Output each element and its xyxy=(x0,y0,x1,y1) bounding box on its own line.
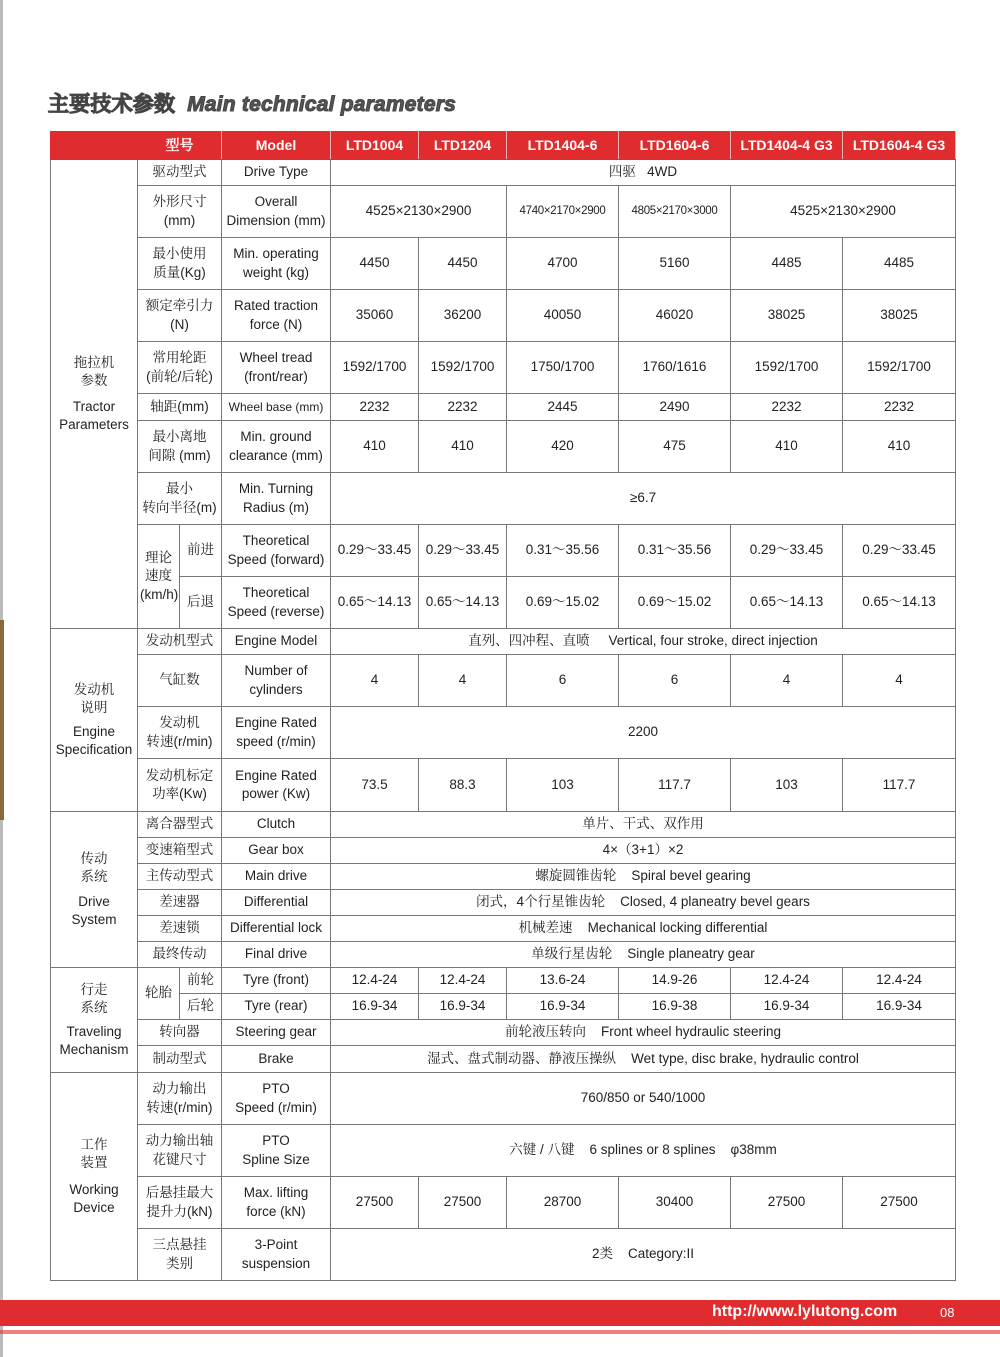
row-cylinders xyxy=(51,655,956,707)
row-hitch xyxy=(51,1229,956,1281)
header-blank xyxy=(51,132,138,160)
param-cn: 发动机型式 xyxy=(138,629,222,655)
value-cell: 88.3 xyxy=(419,759,507,812)
value-cell: 117.7 xyxy=(843,759,956,812)
value-cell: 16.9-34 xyxy=(331,994,419,1020)
param-en: Main drive xyxy=(222,864,331,890)
param-cn: 常用轮距 (前轮/后轮) xyxy=(138,342,222,394)
row-tyre-rear xyxy=(51,994,956,1020)
param-cn: 额定牵引力 (N) xyxy=(138,290,222,342)
param-en: Tyre (front) xyxy=(222,968,331,994)
param-cn: 发动机 转速(r/min) xyxy=(138,707,222,759)
value-cell: 103 xyxy=(507,759,619,812)
param-en: Theoretical Speed (reverse) xyxy=(222,577,331,629)
row-clearance xyxy=(51,421,956,473)
category-tractor xyxy=(51,160,138,629)
value-cell: 6 xyxy=(619,655,731,707)
header-model: LTD1004 xyxy=(331,132,419,160)
value-cell: 0.65～14.13 xyxy=(731,577,843,629)
param-cn: 差速器 xyxy=(138,890,222,916)
row-traction xyxy=(51,290,956,342)
value-cell: 直列、四冲程、直喷 Vertical, four stroke, direct injection xyxy=(331,629,956,655)
param-en: Max. lifting force (kN) xyxy=(222,1177,331,1229)
value-cell: 4×（3+1）×2 xyxy=(331,838,956,864)
value-cell: 40050 xyxy=(507,290,619,342)
param-cn: 后轮 xyxy=(180,994,222,1020)
title-en: Main technical parameters xyxy=(187,93,456,116)
header-label-en: Model xyxy=(222,132,331,160)
param-cn: 动力输出轴 花键尺寸 xyxy=(138,1125,222,1177)
page-number: 08 xyxy=(940,1305,955,1320)
title-cn: 主要技术参数 xyxy=(48,93,176,116)
value-cell: 0.65～14.13 xyxy=(331,577,419,629)
param-cn: 制动型式 xyxy=(138,1046,222,1073)
value-cell: 0.65～14.13 xyxy=(419,577,507,629)
value-cell: 117.7 xyxy=(619,759,731,812)
param-en: Differential xyxy=(222,890,331,916)
row-gearbox xyxy=(51,838,956,864)
row-differential-lock xyxy=(51,916,956,942)
value-cell: 2232 xyxy=(419,394,507,421)
value-cell: 4525×2130×2900 xyxy=(331,186,507,238)
param-en: Min. ground clearance (mm) xyxy=(222,421,331,473)
value-cell: 6 xyxy=(507,655,619,707)
param-en: Number of cylinders xyxy=(222,655,331,707)
value-cell: 38025 xyxy=(731,290,843,342)
value-cell: 2232 xyxy=(331,394,419,421)
value-cell: 73.5 xyxy=(331,759,419,812)
value-cell: 1592/1700 xyxy=(331,342,419,394)
param-cn: 外形尺寸 (mm) xyxy=(138,186,222,238)
param-en: Clutch xyxy=(222,812,331,838)
value-cell: 420 xyxy=(507,421,619,473)
value-cell: 4 xyxy=(419,655,507,707)
param-cn: 前轮 xyxy=(180,968,222,994)
param-en: Min. Turning Radius (m) xyxy=(222,473,331,525)
value-cell: 36200 xyxy=(419,290,507,342)
value-cell: 13.6-24 xyxy=(507,968,619,994)
param-cn: 前进 xyxy=(180,525,222,577)
value-cell: 46020 xyxy=(619,290,731,342)
value-cell: 0.69～15.02 xyxy=(507,577,619,629)
value-cell: 单级行星齿轮 Single planeatry gear xyxy=(331,942,956,968)
value-cell: 38025 xyxy=(843,290,956,342)
param-cn: 主传动型式 xyxy=(138,864,222,890)
value-cell: 410 xyxy=(331,421,419,473)
row-engine-speed xyxy=(51,707,956,759)
value-cell: 27500 xyxy=(731,1177,843,1229)
param-cn: 变速箱型式 xyxy=(138,838,222,864)
value-cell: 12.4-24 xyxy=(731,968,843,994)
header-model: LTD1404-6 xyxy=(507,132,619,160)
row-speed-reverse xyxy=(51,577,956,629)
row-wheelbase xyxy=(51,394,956,421)
row-engine-power xyxy=(51,759,956,812)
param-cn: 离合器型式 xyxy=(138,812,222,838)
value-cell: 四驱 4WD xyxy=(331,160,956,186)
value-cell: 螺旋圆锥齿轮 Spiral bevel gearing xyxy=(331,864,956,890)
row-speed-forward xyxy=(51,525,956,577)
value-cell: 4805×2170×3000 xyxy=(619,186,731,238)
header-label-cn: 型号 xyxy=(138,132,222,160)
param-en: Wheel base (mm) xyxy=(222,394,331,421)
page-title xyxy=(48,88,456,118)
value-cell: ≥6.7 xyxy=(331,473,956,525)
param-en: Overall Dimension (mm) xyxy=(222,186,331,238)
value-cell: 1760/1616 xyxy=(619,342,731,394)
row-weight xyxy=(51,238,956,290)
category-drive xyxy=(51,812,138,968)
row-main-drive xyxy=(51,864,956,890)
param-en: Brake xyxy=(222,1046,331,1073)
param-en: PTO Spline Size xyxy=(222,1125,331,1177)
param-cn: 驱动型式 xyxy=(138,160,222,186)
value-cell: 1750/1700 xyxy=(507,342,619,394)
value-cell: 5160 xyxy=(619,238,731,290)
param-en: Theoretical Speed (forward) xyxy=(222,525,331,577)
value-cell: 12.4-24 xyxy=(331,968,419,994)
value-cell: 30400 xyxy=(619,1177,731,1229)
param-en: PTO Speed (r/min) xyxy=(222,1073,331,1125)
category-en: Drive System xyxy=(71,893,117,927)
param-cn: 最小 转向半径(m) xyxy=(138,473,222,525)
param-cn: 最小离地 间隙 (mm) xyxy=(138,421,222,473)
value-cell: 4740×2170×2900 xyxy=(507,186,619,238)
row-final-drive xyxy=(51,942,956,968)
value-cell: 16.9-34 xyxy=(731,994,843,1020)
value-cell: 4485 xyxy=(843,238,956,290)
value-cell: 410 xyxy=(419,421,507,473)
header-model: LTD1604-4 G3 xyxy=(843,132,956,160)
value-cell: 2类 Category:II xyxy=(331,1229,956,1281)
row-pto-spline xyxy=(51,1125,956,1177)
param-cn: 差速锁 xyxy=(138,916,222,942)
param-cn-tyre: 轮胎 xyxy=(138,968,180,1020)
value-cell: 4525×2130×2900 xyxy=(731,186,956,238)
param-cn: 三点悬挂 类别 xyxy=(138,1229,222,1281)
param-en: Differential lock xyxy=(222,916,331,942)
value-cell: 12.4-24 xyxy=(843,968,956,994)
value-cell: 475 xyxy=(619,421,731,473)
param-en: Min. operating weight (kg) xyxy=(222,238,331,290)
header-model: LTD1204 xyxy=(419,132,507,160)
category-en: Tractor Parameters xyxy=(59,399,129,433)
value-cell: 0.31～35.56 xyxy=(507,525,619,577)
category-cn: 工作 装置 xyxy=(80,1137,108,1171)
param-en: 3-Point suspension xyxy=(222,1229,331,1281)
value-cell: 前轮液压转向 Front wheel hydraulic steering xyxy=(331,1020,956,1046)
category-travel xyxy=(51,968,138,1073)
value-cell: 410 xyxy=(843,421,956,473)
value-cell: 0.69～15.02 xyxy=(619,577,731,629)
value-cell: 单片、干式、双作用 xyxy=(331,812,956,838)
param-cn: 后退 xyxy=(180,577,222,629)
value-cell: 27500 xyxy=(419,1177,507,1229)
category-cn: 行走 系统 xyxy=(80,981,108,1015)
value-cell: 4450 xyxy=(331,238,419,290)
param-en: Steering gear xyxy=(222,1020,331,1046)
param-cn: 转向器 xyxy=(138,1020,222,1046)
category-engine xyxy=(51,629,138,812)
value-cell: 0.65～14.13 xyxy=(843,577,956,629)
row-pto-speed xyxy=(51,1073,956,1125)
value-cell: 0.31～35.56 xyxy=(619,525,731,577)
value-cell: 湿式、盘式制动器、静液压操纵 Wet type, disc brake, hydraulic control xyxy=(331,1046,956,1073)
value-cell: 16.9-34 xyxy=(843,994,956,1020)
value-cell: 4700 xyxy=(507,238,619,290)
value-cell: 闭式，4个行星锥齿轮 Closed, 4 planeatry bevel gears xyxy=(331,890,956,916)
value-cell: 16.9-38 xyxy=(619,994,731,1020)
value-cell: 1592/1700 xyxy=(843,342,956,394)
value-cell: 4 xyxy=(331,655,419,707)
value-cell: 4485 xyxy=(731,238,843,290)
spec-table xyxy=(50,131,956,1281)
param-cn: 最小使用 质量(Kg) xyxy=(138,238,222,290)
value-cell: 机械差速 Mechanical locking differential xyxy=(331,916,956,942)
value-cell: 2200 xyxy=(331,707,956,759)
param-en: Engine Rated speed (r/min) xyxy=(222,707,331,759)
category-en: Traveling Mechanism xyxy=(59,1024,129,1058)
header-model: LTD1604-6 xyxy=(619,132,731,160)
param-en: Tyre (rear) xyxy=(222,994,331,1020)
page-edge-mark xyxy=(0,620,4,820)
value-cell: 16.9-34 xyxy=(507,994,619,1020)
row-drive-type xyxy=(51,160,956,186)
value-cell: 28700 xyxy=(507,1177,619,1229)
row-brake xyxy=(51,1046,956,1073)
value-cell: 2490 xyxy=(619,394,731,421)
category-cn: 传动 系统 xyxy=(80,851,108,885)
value-cell: 14.9-26 xyxy=(619,968,731,994)
value-cell: 760/850 or 540/1000 xyxy=(331,1073,956,1125)
param-en: Engine Rated power (Kw) xyxy=(222,759,331,812)
category-cn: 拖拉机 参数 xyxy=(73,354,115,388)
value-cell: 0.29～33.45 xyxy=(331,525,419,577)
header-row xyxy=(51,132,956,160)
row-turning xyxy=(51,473,956,525)
param-en: Drive Type xyxy=(222,160,331,186)
value-cell: 35060 xyxy=(331,290,419,342)
param-en: Engine Model xyxy=(222,629,331,655)
param-cn: 最终传动 xyxy=(138,942,222,968)
category-en: Working Device xyxy=(69,1181,119,1215)
value-cell: 27500 xyxy=(331,1177,419,1229)
param-cn: 动力输出 转速(r/min) xyxy=(138,1073,222,1125)
row-tyre-front xyxy=(51,968,956,994)
footer-url[interactable]: http://www.lylutong.com xyxy=(712,1303,898,1320)
value-cell: 2232 xyxy=(843,394,956,421)
row-differential xyxy=(51,890,956,916)
param-en: Final drive xyxy=(222,942,331,968)
category-cn: 发动机 说明 xyxy=(73,681,115,715)
value-cell: 2232 xyxy=(731,394,843,421)
value-cell: 0.29～33.45 xyxy=(419,525,507,577)
value-cell: 0.29～33.45 xyxy=(731,525,843,577)
param-cn: 发动机标定 功率(Kw) xyxy=(138,759,222,812)
row-lifting xyxy=(51,1177,956,1229)
row-steering xyxy=(51,1020,956,1046)
value-cell: 12.4-24 xyxy=(419,968,507,994)
value-cell: 0.29～33.45 xyxy=(843,525,956,577)
value-cell: 410 xyxy=(731,421,843,473)
param-cn: 后悬挂最大 提升力(kN) xyxy=(138,1177,222,1229)
row-tread xyxy=(51,342,956,394)
value-cell: 1592/1700 xyxy=(419,342,507,394)
param-en: Rated traction force (N) xyxy=(222,290,331,342)
value-cell: 2445 xyxy=(507,394,619,421)
value-cell: 16.9-34 xyxy=(419,994,507,1020)
param-cn: 气缸数 xyxy=(138,655,222,707)
footer-stripe xyxy=(0,1330,1000,1334)
value-cell: 4450 xyxy=(419,238,507,290)
row-clutch xyxy=(51,812,956,838)
param-cn: 轴距(mm) xyxy=(138,394,222,421)
param-en: Gear box xyxy=(222,838,331,864)
value-cell: 27500 xyxy=(843,1177,956,1229)
value-cell: 1592/1700 xyxy=(731,342,843,394)
value-cell: 103 xyxy=(731,759,843,812)
category-en: Engine Specification xyxy=(55,724,133,758)
value-cell: 4 xyxy=(843,655,956,707)
category-working xyxy=(51,1073,138,1281)
row-dimension xyxy=(51,186,956,238)
value-cell: 4 xyxy=(731,655,843,707)
value-cell: 六键 / 八键 6 splines or 8 splines φ38mm xyxy=(331,1125,956,1177)
row-engine-model xyxy=(51,629,956,655)
header-model: LTD1404-4 G3 xyxy=(731,132,843,160)
param-cn-speed: 理论 速度 (km/h) xyxy=(138,525,180,629)
param-en: Wheel tread (front/rear) xyxy=(222,342,331,394)
